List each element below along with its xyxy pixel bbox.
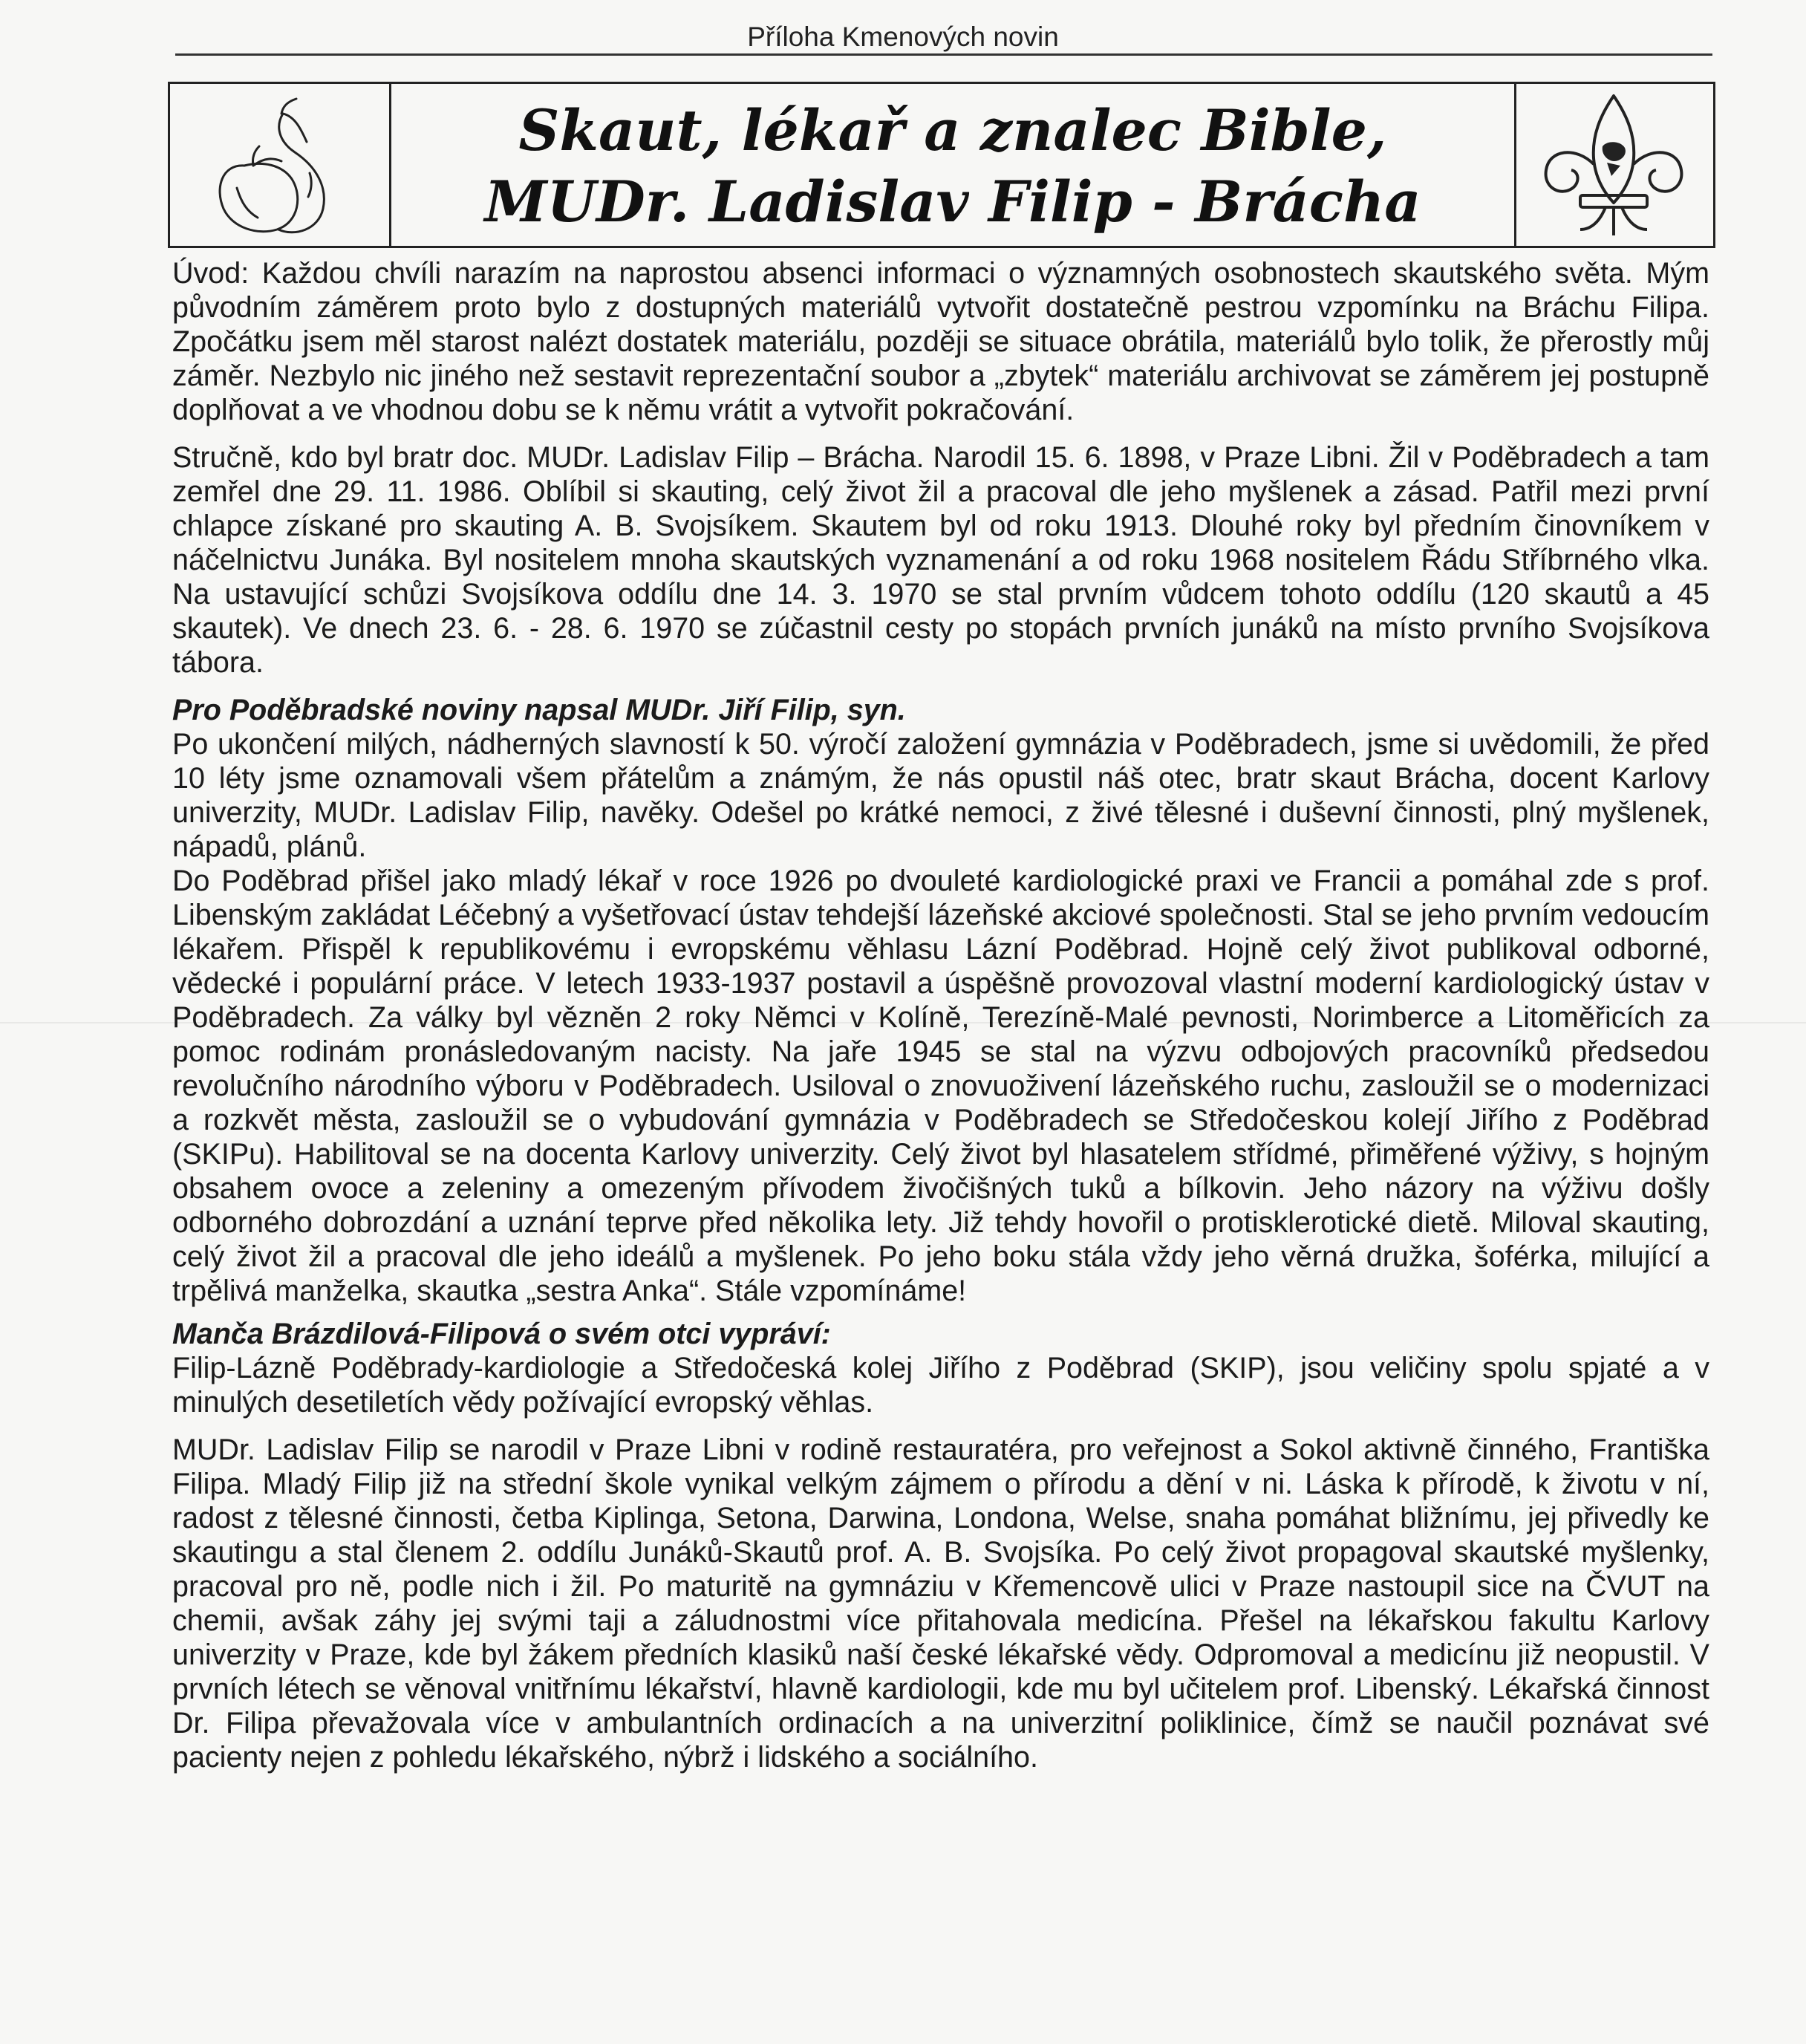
bio-paragraph: Stručně, kdo byl bratr doc. MUDr. Ladislav Filip – Brácha. Narodil 15. 6. 1898, v Praze Libni. Žil v Poděbradech a tam zemřel dne 29. 11. 1986. Oblíbil si skauting, celý život žil a pracoval dle jeho myšlenek a zásad. Patřil mezi první chlapce získané pro skauting A. B. Svojsíkem. Skautem byl od roku 1913. Dlouhé roky byl předním činovníkem v náčelnictvu Junáka. Byl nositelem mnoha skautských vyznamenání a od roku 1968 nositelem Řádu Stříbrného vlka. Na ustavující schůzi Svojsíkova oddílu dne 14. 3. 1970 se stal prvním vůdcem tohoto oddílu (120 skautů a 45 skautek). Ve dnech 23. 6. - 28. 6. 1970 se zúčastnil cesty po stopách prvních junáků na místo prvního Svojsíkova tábora.: [172, 441, 1709, 679]
title-left-cell: [170, 84, 391, 246]
header-rule: [175, 53, 1712, 56]
son-paragraph-1: Po ukončení milých, nádherných slavností k 50. výročí založení gymnázia v Poděbradech, jsme si uvědomili, že před 10 léty jsme oznamovali všem přátelům a známým, že nás opustil náš otec, bratr skaut Brácha, docent Karlovy univerzity, MUDr. Ladislav Filip, navěky. Odešel po krátké nemoci, z živé tělesné i duševní činnosti, plný myšlenek, nápadů, plánů.: [172, 728, 1709, 863]
daughter-paragraph-1: Filip-Lázně Poděbrady-kardiologie a Středočeská kolej Jiřího z Poděbrad (SKIP), jsou veličiny spolu spjaté a v minulých desetiletích vědy požívající evropský věhlas.: [172, 1352, 1709, 1419]
section-heading-son: Pro Poděbradské noviny napsal MUDr. Jiří Filip, syn.: [172, 694, 906, 726]
fruit-illustration-icon: [170, 84, 387, 246]
paper-fold-line: [0, 1022, 1806, 1023]
intro-paragraph: Úvod: Každou chvíli narazím na naprostou absenci informaci o významných osobnostech skautského světa. Mým původním záměrem proto bylo z dostupných materiálů vytvořit dostatečně pestrou vzpomínku na Bráchu Filipa. Zpočátku jsem měl starost nalézt dostatek materiálu, později se situace obrátila, materiálů bylo tolik, že přerostly můj záměr. Nezbylo nic jiného než sestavit reprezentační soubor a „zbytek“ materiálu archivovat se záměrem jej postupně doplňovat a ve vhodnou dobu se k němu vrátit a vytvořit pokračování.: [172, 257, 1709, 426]
section-heading-daughter: Manča Brázdilová-Filipová o svém otci vypráví:: [172, 1318, 831, 1350]
title-text-cell: [391, 84, 1514, 246]
daughter-paragraph-2: MUDr. Ladislav Filip se narodil v Praze Libni v rodině restauratéra, pro veřejnost a Sokol aktivně činného, Františka Filipa. Mladý Filip již na střední škole vynikal velkým zájmem o přírodu a dění v ni. Láska k přírodě, k životu v ní, radost z tělesné činnosti, četba Kiplinga, Setona, Darwina, Londona, Welse, snaha pomáhat bližnímu, jej přivedly ke skautingu a stal členem 2. oddílu Junáků-Skautů prof. A. B. Svojsíka. Po celý život propagoval skautské myšlenky, pracoval pro ně, podle nich i žil. Po maturitě na gymnáziu v Křemencově ulici v Praze nastoupil sice na ČVUT na chemii, avšak záhy jej svými taji a záludnostmi více přitahovala medicína. Přešel na lékařskou fakultu Karlovy univerzity v Praze, kde byl žákem předních klasiků naší české lékařské vědy. Odpromoval a medicínu již neopustil. V prvních létech se věnoval vnitřnímu lékařství, hlavně kardiologii, kde mu byl učitelem prof. Libenský. Lékařská činnost Dr. Filipa převažovala více v ambulantních ordinacích a na univerzitní poliklinice, čímž se naučil poznávat své pacienty nejen z pohledu lékařského, nýbrž i lidského a sociálního.: [172, 1433, 1709, 1774]
title-right-cell: [1514, 84, 1713, 246]
son-paragraph-2: Do Poděbrad přišel jako mladý lékař v roce 1926 po dvouleté kardiologické praxi ve Francii a pomáhal zde s prof. Libenským zakládat Léčebný a vyšetřovací ústav tehdejší lázeňské akciové společnosti. Stal se jeho prvním vedoucím lékařem. Přispěl k republikovému i evropskému věhlasu Lázní Poděbrad. Hojně celý život publikoval odborné, vědecké i populární práce. V letech 1933-1937 postavil a úspěšně provozoval vlastní moderní kardiologický ústav v Poděbradech. Za války byl vězněn 2 roky Němci v Kolíně, Terezíně-Malé pevnosti, Norimberce a Litoměřicích za pomoc rodinám pronásledovaným nacisty. Na jaře 1945 se stal na výzvu odbojových pracovníků předsedou revolučního národního výboru v Poděbradech. Usiloval o znovuoživení lázeňského ruchu, zasloužil se o modernizaci a rozkvět města, zasloužil se o vybudování gymnázia v Poděbradech se Středočeskou kolejí Jiřího z Poděbrad (SKIPu). Habilitoval se na docenta Karlovy univerzity. Celý život byl hlasatelem střídmé, přiměřené výživy, s hojným obsahem ovoce a zeleniny a omezeným přívodem živočišných tuků a bílkovin. Jeho názory na výživu došly odborného dobrozdání a uznání teprve před několika lety. Již tehdy hovořil o protisklerotické dietě. Miloval skauting, celý život žil a pracoval dle jeho ideálů a myšlenek. Po jeho boku stála vždy jeho věrná družka, šoférka, milující a trpělivá manželka, skautka „sestra Anka“. Stále vzpomínáme!: [172, 865, 1709, 1307]
article-title-line-1: Skaut, lékař a znalec Bible,: [518, 97, 1387, 163]
running-head: Příloha Kmenových novin: [747, 22, 1059, 52]
title-box: [168, 82, 1715, 248]
article-title-line-2: MUDr. Ladislav Filip - Brácha: [484, 169, 1421, 235]
scout-fleur-de-lis-icon: [1516, 84, 1711, 246]
